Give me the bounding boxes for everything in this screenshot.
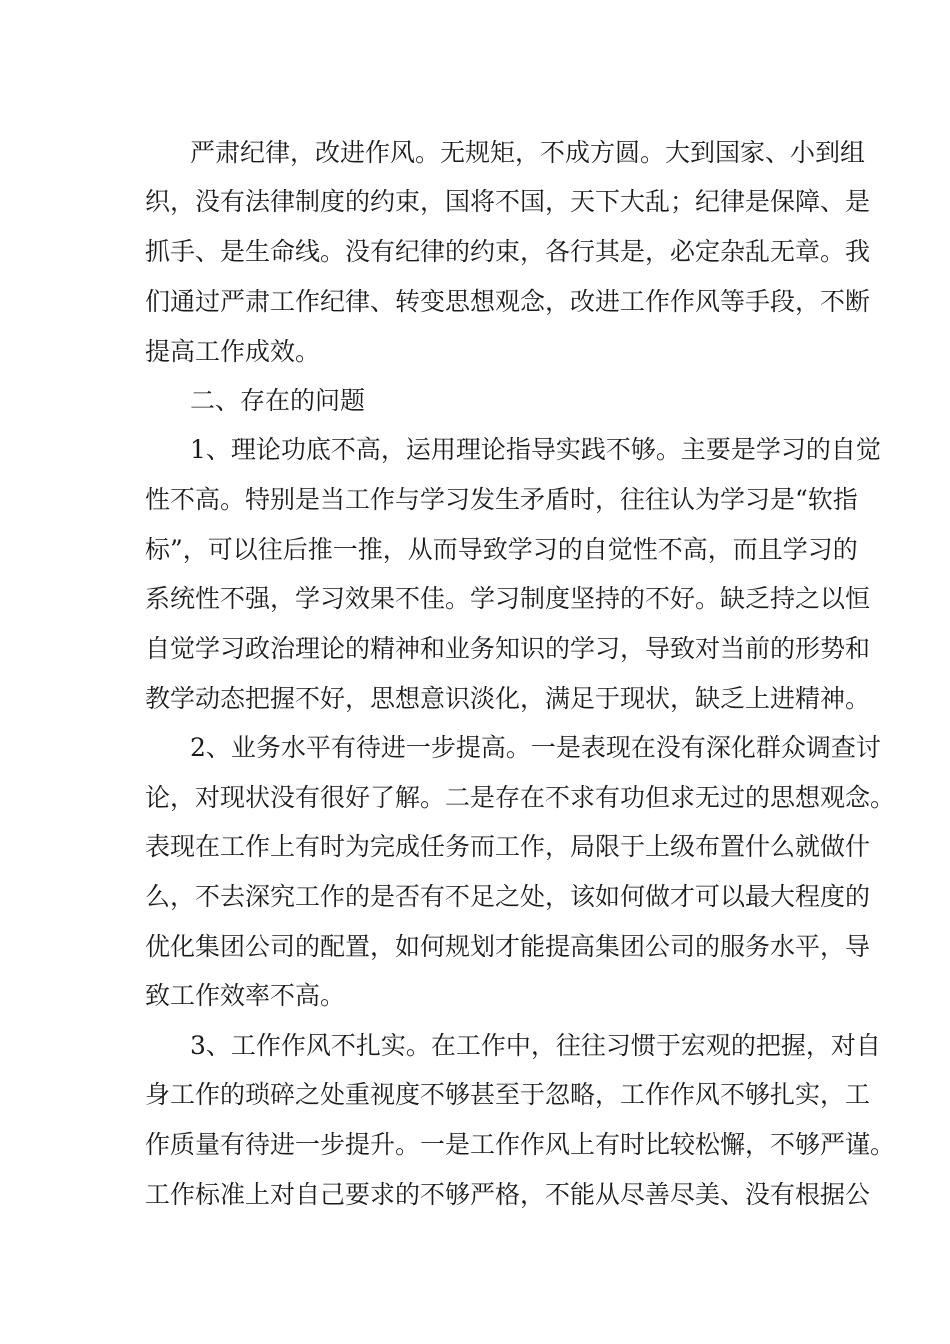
paragraph-3-line-2: 论，对现状没有很好了解。二是存在不求有功但求无过的思想观念。 xyxy=(145,783,896,812)
paragraph-1-line-2: 织，没有法律制度的约束，国将不国，天下大乱；纪律是保障、是 xyxy=(145,187,871,216)
paragraph-2-line-1: 1、理论功底不高，运用理论指导实践不够。主要是学习的自觉 xyxy=(190,435,881,464)
paragraph-2-line-4: 系统性不强，学习效果不佳。学习制度坚持的不好。缺乏持之以恒 xyxy=(145,584,871,613)
paragraph-3-line-1: 2、业务水平有待进一步提高。一是表现在没有深化群众调查讨 xyxy=(190,733,881,762)
paragraph-1-line-1: 严肃纪律，改进作风。无规矩，不成方圆。大到国家、小到组 xyxy=(190,138,866,167)
paragraph-2-line-5: 自觉学习政治理论的精神和业务知识的学习，导致对当前的形势和 xyxy=(145,634,871,663)
section-heading: 二、存在的问题 xyxy=(190,386,366,415)
paragraph-1-line-5: 提高工作成效。 xyxy=(145,337,321,366)
paragraph-3-line-4: 么，不去深究工作的是否有不足之处，该如何做才可以最大程度的 xyxy=(145,882,871,911)
paragraph-2-line-2: 性不高。特别是当工作与学习发生矛盾时，往往认为学习是“软指 xyxy=(145,485,858,514)
paragraph-1-line-4: 们通过严肃工作纪律、转变思想观念，改进工作作风等手段，不断 xyxy=(145,287,871,316)
paragraph-1-line-3: 抓手、是生命线。没有纪律的约束，各行其是，必定杂乱无章。我 xyxy=(145,237,871,266)
paragraph-4-line-1: 3、工作作风不扎实。在工作中，往往习惯于宏观的把握，对自 xyxy=(190,1031,881,1060)
paragraph-3-line-3: 表现在工作上有时为完成任务而工作，局限于上级布置什么就做什 xyxy=(145,832,871,861)
paragraph-4-line-2: 身工作的琐碎之处重视度不够甚至于忽略，工作作风不够扎实，工 xyxy=(145,1080,871,1109)
paragraph-2-line-3: 标”，可以往后推一推，从而导致学习的自觉性不高，而且学习的 xyxy=(145,535,858,564)
paragraph-3-line-5: 优化集团公司的配置，如何规划才能提高集团公司的服务水平，导 xyxy=(145,932,871,961)
paragraph-3-line-6: 致工作效率不高。 xyxy=(145,981,346,1010)
paragraph-4-line-4: 工作标准上对自己要求的不够严格，不能从尽善尽美、没有根据公 xyxy=(145,1180,871,1209)
paragraph-2-line-6: 教学动态把握不好，思想意识淡化，满足于现状，缺乏上进精神。 xyxy=(145,684,871,713)
paragraph-4-line-3: 作质量有待进一步提升。一是工作作风上有时比较松懈，不够严谨。 xyxy=(145,1130,896,1159)
